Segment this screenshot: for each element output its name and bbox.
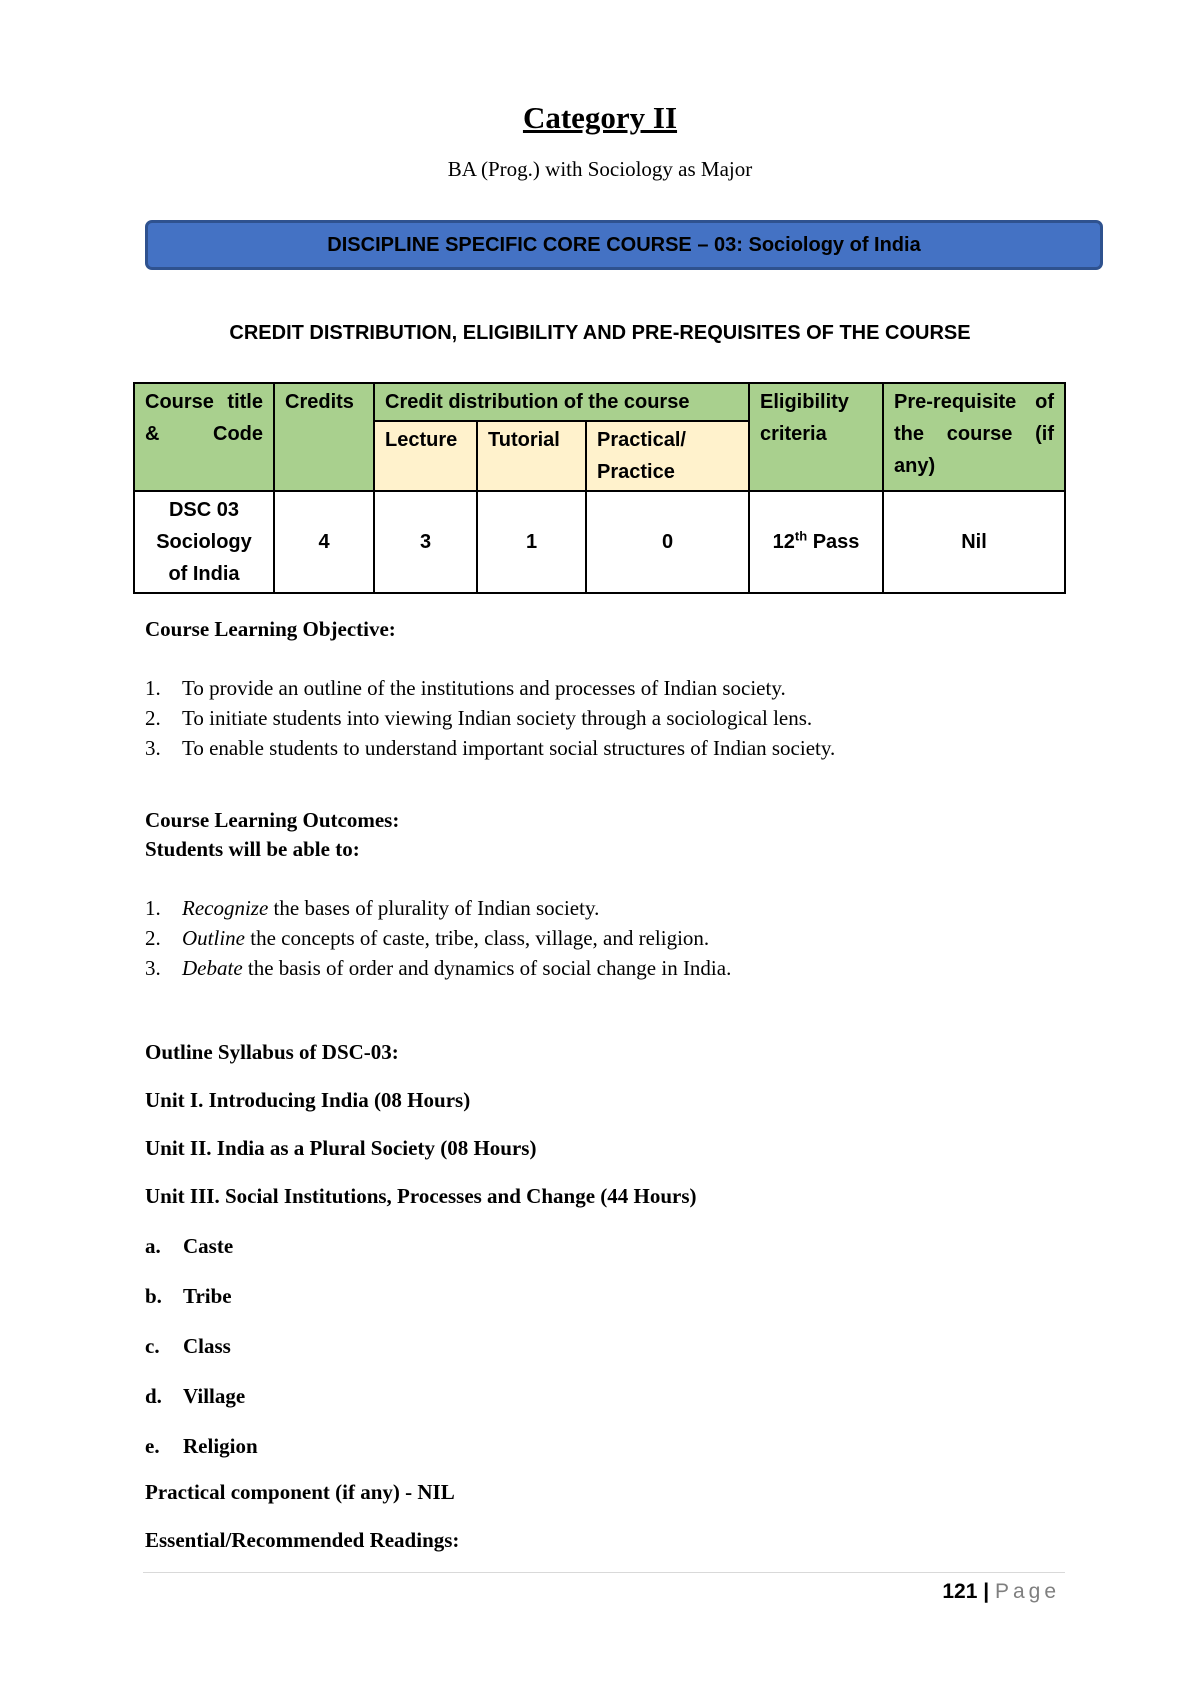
- objectives-list: [145, 673, 835, 763]
- header-prerequisite: Pre-requisite of the course (if any): [883, 383, 1065, 491]
- header-credit-distribution: Credit distribution of the course: [374, 383, 749, 421]
- header-credits: Credits: [274, 383, 374, 491]
- topic-class: c. Class: [145, 1334, 231, 1358]
- topic-village: d. Village: [145, 1384, 246, 1408]
- outcomes-list: [145, 893, 731, 983]
- course-banner: [145, 220, 1103, 270]
- cell-practical: 0: [586, 491, 749, 593]
- list-item: 3. Debate the basis of order and dynamics of social change in India.: [145, 956, 732, 980]
- list-item: 1. Recognize the bases of plurality of Indian society.: [145, 896, 600, 920]
- course-banner-label: DISCIPLINE SPECIFIC CORE COURSE – 03: Sociology of India: [327, 233, 921, 256]
- table-row: [134, 491, 1065, 593]
- list-item: 2. Outline the concepts of caste, tribe, class, village, and religion.: [145, 926, 710, 950]
- unit-2: Unit II. India as a Plural Society (08 Hours): [145, 1136, 537, 1160]
- cell-course: DSC 03 Sociology of India: [134, 491, 274, 593]
- outcomes-subheading: Students will be able to:: [145, 837, 360, 861]
- topic-tribe: b. Tribe: [145, 1284, 232, 1308]
- page-separator: |: [977, 1580, 995, 1603]
- syllabus-heading: Outline Syllabus of DSC-03:: [145, 1040, 399, 1064]
- header-course-title: Course title & Code: [134, 383, 274, 491]
- eligibility-text: Pass: [807, 531, 860, 553]
- credit-distribution-table: [133, 382, 1066, 594]
- topic-caste: a. Caste: [145, 1234, 234, 1258]
- page-subtitle: BA (Prog.) with Sociology as Major: [447, 157, 753, 181]
- page-number: 121: [942, 1580, 978, 1603]
- unit-3: Unit III. Social Institutions, Processes and Change (44 Hours): [145, 1184, 697, 1208]
- page-label: Page: [994, 1580, 1060, 1603]
- eligibility-superscript: th: [794, 528, 808, 544]
- list-item: 3. To enable students to understand important social structures of Indian society.: [145, 736, 836, 760]
- page-footer: [942, 1580, 1060, 1604]
- outcomes-heading: Course Learning Outcomes:: [145, 808, 400, 832]
- cell-eligibility: [749, 491, 883, 593]
- footer-divider: [143, 1572, 1065, 1573]
- cell-lecture: 3: [374, 491, 477, 593]
- header-lecture: Lecture: [374, 421, 477, 491]
- practical-component: Practical component (if any) - NIL: [145, 1480, 455, 1504]
- header-eligibility: Eligibility criteria: [749, 383, 883, 491]
- list-item: 2. To initiate students into viewing Indian society through a sociological lens.: [145, 706, 813, 730]
- list-item: 1. To provide an outline of the institutions and processes of Indian society.: [145, 676, 786, 700]
- eligibility-number: 12: [772, 531, 795, 553]
- cell-tutorial: 1: [477, 491, 586, 593]
- page-title: Category II: [522, 100, 678, 135]
- readings-heading: Essential/Recommended Readings:: [145, 1528, 460, 1552]
- objectives-heading: Course Learning Objective:: [145, 617, 396, 641]
- topic-religion: e. Religion: [145, 1434, 258, 1458]
- header-practical: Practical/ Practice: [586, 421, 749, 491]
- unit-1: Unit I. Introducing India (08 Hours): [145, 1088, 471, 1112]
- cell-prerequisite: Nil: [883, 491, 1065, 593]
- cell-credits: 4: [274, 491, 374, 593]
- credit-distribution-heading: CREDIT DISTRIBUTION, ELIGIBILITY AND PRE-REQUISITES OF THE COURSE: [229, 322, 971, 344]
- header-tutorial: Tutorial: [477, 421, 586, 491]
